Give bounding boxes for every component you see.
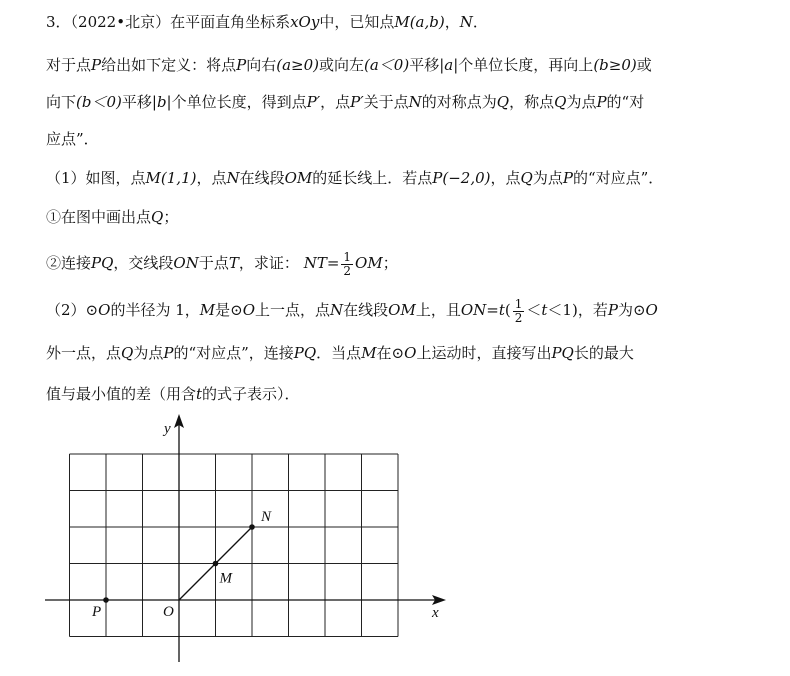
- math-abs: |a|: [439, 56, 459, 74]
- math-o: O: [98, 301, 111, 319]
- math-m: M: [361, 344, 377, 362]
- math-on: ON: [460, 301, 487, 319]
- text: 为点: [532, 169, 563, 187]
- math-paren: ＜1): [547, 301, 578, 319]
- math-coord: (−2,0): [442, 169, 491, 187]
- math-pprime: P′: [306, 93, 321, 111]
- axes: [45, 424, 436, 662]
- text: ；: [382, 254, 398, 272]
- text: 为⊙: [617, 301, 646, 319]
- math-on: ON: [173, 254, 199, 272]
- math-m: M: [145, 169, 161, 187]
- problem-number: 3．: [46, 13, 71, 31]
- math-coord: (a,b): [409, 13, 445, 31]
- text: 的“对: [606, 93, 645, 111]
- math-cond: (a＜0): [364, 56, 410, 74]
- text: 关于点: [363, 93, 409, 111]
- math-xoy: xOy: [290, 13, 320, 31]
- text: 长的最大: [573, 344, 634, 362]
- text: ①在图中画出点: [46, 208, 152, 226]
- text: 在⊙: [376, 344, 405, 362]
- math-equals: =: [486, 301, 499, 319]
- math-t: t: [196, 385, 203, 403]
- text: 的对称点为: [421, 93, 497, 111]
- text: ，求证：: [238, 254, 299, 272]
- fraction-numerator: 1: [343, 249, 352, 264]
- math-pprime: P′: [350, 93, 364, 111]
- text: 的式子表示）．: [202, 385, 300, 403]
- text: 应点”．: [46, 130, 99, 148]
- text: 于点: [198, 254, 229, 272]
- text: 是⊙: [215, 301, 243, 319]
- text: 或向左: [319, 56, 365, 74]
- math-q: Q: [151, 208, 164, 226]
- math-pq: PQ: [551, 344, 574, 362]
- point-n: [249, 524, 255, 530]
- text: 个单位长度，再向上: [458, 56, 594, 74]
- math-t: t: [498, 301, 505, 319]
- text: 向下: [46, 93, 77, 111]
- text: ，点: [320, 93, 351, 111]
- point-label-n: N: [261, 509, 272, 525]
- text: 的延长线上．若点: [312, 169, 433, 187]
- math-om: OM: [388, 301, 416, 319]
- math-o: O: [404, 344, 417, 362]
- math-n: N: [226, 169, 240, 187]
- math-pq: PQ: [91, 254, 114, 272]
- math-p: P: [91, 56, 102, 74]
- math-o: O: [242, 301, 255, 319]
- math-p: P: [607, 301, 618, 319]
- text: 平移: [121, 93, 152, 111]
- points: [91, 509, 272, 620]
- y-axis-label: y: [164, 421, 171, 437]
- point-p: [103, 597, 109, 603]
- text: 中，已知点: [319, 13, 395, 31]
- text: 个单位长度，得到点: [171, 93, 307, 111]
- math-m: M: [394, 13, 410, 31]
- math-abs: |b|: [151, 93, 172, 111]
- text: ，点: [490, 169, 521, 187]
- math-equals: =: [326, 254, 340, 272]
- math-coord: (1,1): [160, 169, 197, 187]
- math-t: T: [228, 254, 239, 272]
- math-p: P: [596, 93, 607, 111]
- origin-label: O: [163, 604, 174, 620]
- text: ，点: [196, 169, 227, 187]
- math-om: OM: [284, 169, 313, 187]
- math-m: M: [199, 301, 216, 319]
- text: 或: [636, 56, 652, 74]
- text: ，若: [577, 301, 608, 319]
- math-n: N: [459, 13, 473, 31]
- fraction-numerator: 1: [514, 296, 523, 311]
- text: 向右: [246, 56, 277, 74]
- text: 上，且: [415, 301, 461, 319]
- text: ．当点: [316, 344, 362, 362]
- text: 值与最小值的差（用含: [46, 385, 197, 403]
- math-om: OM: [355, 254, 383, 272]
- math-p: P: [432, 169, 443, 187]
- math-paren: (: [504, 301, 511, 319]
- math-q: Q: [554, 93, 567, 111]
- text: 为点: [133, 344, 164, 362]
- text: 的“对应点”．: [572, 169, 664, 187]
- problem-source: （2022•北京）: [70, 13, 171, 31]
- text: （1）如图，点: [46, 169, 146, 187]
- text: 在线段: [343, 301, 389, 319]
- text: 给出如下定义：将点: [101, 56, 237, 74]
- text: 在平面直角坐标系: [170, 13, 291, 31]
- fraction-denominator: 2: [343, 263, 352, 278]
- point-label-p: P: [92, 604, 102, 620]
- text: 外一点，点: [46, 344, 122, 362]
- text: ．: [472, 13, 488, 31]
- point-label-m: M: [219, 570, 232, 587]
- text: ②连接: [46, 254, 92, 272]
- text: ，称点: [509, 93, 555, 111]
- text: 平移: [409, 56, 440, 74]
- math-p: P: [236, 56, 247, 74]
- math-p: P: [562, 169, 573, 187]
- text: ，交线段: [113, 254, 174, 272]
- text: ；: [163, 208, 179, 226]
- math-cond: (b≥0): [593, 56, 637, 74]
- text: 对于点: [46, 56, 92, 74]
- math-nt: NT: [303, 254, 327, 272]
- math-less-than: ＜: [526, 301, 542, 319]
- math-t: t: [541, 301, 548, 319]
- math-pq: PQ: [293, 344, 317, 362]
- math-n: N: [408, 93, 422, 111]
- math-cond: (a≥0): [276, 56, 319, 74]
- text: ，: [444, 13, 460, 31]
- math-cond: (b＜0): [76, 93, 122, 111]
- text: （2）⊙: [46, 301, 99, 319]
- text: 的“对应点”，连接: [173, 344, 294, 362]
- text: 上一点，点: [255, 301, 331, 319]
- math-q: Q: [496, 93, 510, 111]
- text: 为点: [566, 93, 597, 111]
- x-axis-label: x: [432, 605, 439, 621]
- math-q: Q: [121, 344, 134, 362]
- math-p: P: [163, 344, 174, 362]
- fraction-denominator: 2: [514, 310, 523, 325]
- text: 上运动时，直接写出: [416, 344, 552, 362]
- math-q: Q: [520, 169, 533, 187]
- math-n: N: [330, 301, 344, 319]
- point-m: [213, 561, 219, 567]
- math-o: O: [645, 301, 658, 319]
- text: 在线段: [239, 169, 285, 187]
- text: 的半径为 1，: [110, 301, 200, 319]
